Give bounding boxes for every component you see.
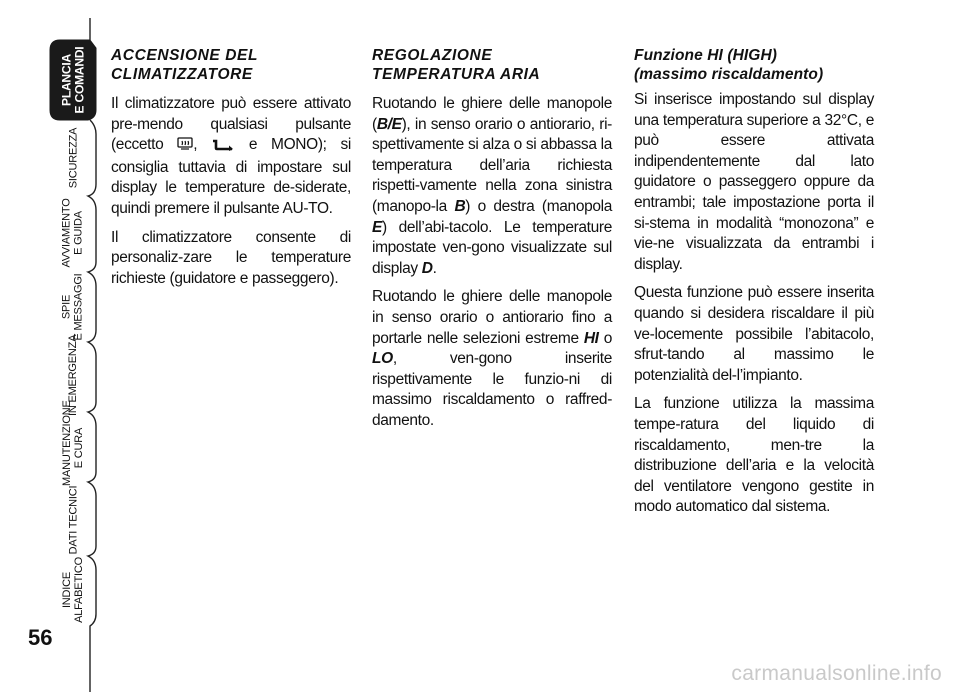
tab-label: SPIE E MESSAGGI (61, 273, 86, 341)
tab-spie-e-messaggi[interactable] (50, 272, 96, 342)
text-run: . (432, 259, 437, 277)
paragraph (111, 94, 351, 220)
knob-label: B (454, 197, 466, 215)
column-funzione-hi (634, 46, 874, 526)
tab-label: PLANCIA E COMANDI (59, 46, 86, 114)
rear-defrost-icon (177, 137, 193, 158)
section-heading: ACCENSIONE DEL CLIMATIZZATORE (111, 47, 258, 83)
tab-label: MANUTENZIONE E CURA (61, 400, 85, 486)
knob-label: E (372, 218, 382, 236)
page-number: 56 (28, 625, 53, 650)
section-heading (634, 46, 874, 84)
tab-plancia-e-comandi[interactable] (50, 40, 96, 120)
tab-sicurezza[interactable] (50, 122, 96, 194)
tab-label: IN EMERGENZA (67, 334, 79, 416)
display-label: D (421, 259, 433, 277)
tab-indice-alfabetico[interactable] (50, 558, 96, 622)
text-run: Ruotando le ghiere delle manopole ( (372, 95, 612, 133)
watermark: carmanualsonline.info (731, 662, 942, 685)
paragraph: Il climatizzatore consente di personaliz-zare le temperature richieste (guidatore e passeggero). (111, 228, 351, 287)
chapter-sidebar (0, 0, 98, 692)
tab-label: DATI TECNICI (67, 485, 80, 555)
paragraph (372, 287, 612, 431)
tab-label: AVVIAMENTO E GUIDA (61, 198, 86, 268)
tab-in-emergenza[interactable] (50, 334, 96, 416)
tab-manutenzione-e-cura[interactable] (50, 400, 96, 486)
air-recirculation-icon (211, 137, 235, 158)
text-run: , (193, 136, 212, 154)
text-run: Ruotando le ghiere delle manopole in senso orario o antiorario fino a portarle nelle selezioni estreme (372, 288, 612, 347)
text-run: o (598, 329, 612, 347)
tab-avviamento-e-guida[interactable] (50, 196, 96, 270)
tab-label: SICUREZZA (67, 127, 80, 189)
column-regolazione (372, 46, 612, 440)
tab-label: INDICE ALFABETICO (61, 557, 86, 623)
paragraph: La funzione utilizza la massima tempe-ratura del liquido di riscaldamento, men-tre la distribuzione dell’aria e la velocità del ventilatore vengono gestite in modo automatico dal sistema. (634, 395, 874, 516)
heading-line: Funzione HI (HIGH) (634, 47, 778, 64)
setting-label: HI (583, 329, 599, 347)
paragraph (372, 94, 612, 279)
text-run: Il climatizzatore può essere attivato pre-mendo qualsiasi pulsante (eccetto (111, 95, 351, 154)
text-run: ) dell’abi-tacolo. Le temperature impostate ven-gono visualizzate sul display (372, 218, 612, 277)
knob-label: B/E (376, 115, 402, 133)
heading-line: (massimo riscaldamento) (634, 66, 824, 83)
setting-label: LO (372, 350, 393, 368)
section-heading: REGOLAZIONE TEMPERATURA ARIA (372, 47, 541, 83)
paragraph: Si inserisce impostando sul display una temperatura superiore a 32°C, e può essere attivata indipendentemente dal lato guidatore o passeggero oppure da entrambi; tale impostazione porta il si-stema in modalità “monozona” e vie-ne visualizzata da entrambi i display. (634, 91, 874, 273)
text-run: e MONO); si consiglia tuttavia di impostare sul display le temperature de-siderate, quindi premere il pulsante AU-TO. (111, 136, 351, 217)
text-run: , ven-gono inserite rispettivamente le funzio-ni di massimo riscaldamento o raffred-damento. (372, 350, 612, 429)
column-accensione (111, 46, 351, 297)
text-run: ), in senso orario o antiorario, ri-spettivamente si alza o si abbassa la temperatura dell’aria richiesta rispetti-vamente nella zona sinistra (manopo-la (372, 115, 612, 215)
text-run: ) o destra (manopola (465, 197, 612, 215)
tab-dati-tecnici[interactable] (50, 484, 96, 556)
paragraph: Questa funzione può essere inserita quando si desidera riscaldare il più ve-locemente possibile l’abitacolo, sfrut-tando al massimo le potenzialità del-l’impianto. (634, 284, 874, 384)
